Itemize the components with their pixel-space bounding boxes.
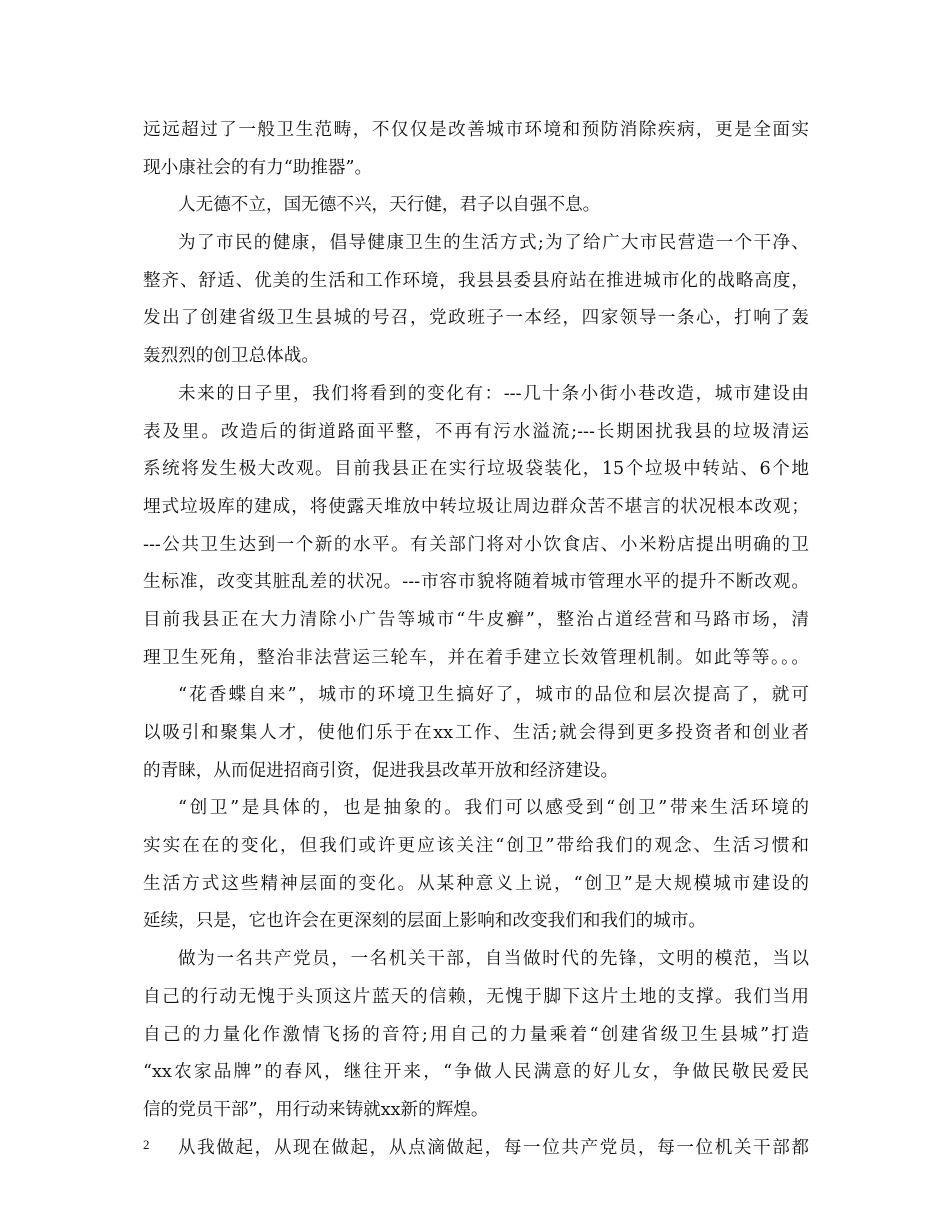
text-line: 生标准，改变其脏乱差的状况。---市容市貌将随着城市管理水平的提升不断改观。 [143,572,809,593]
text-line: 的青睐，从而促进招商引资，促进我县改革开放和经济建设。 [143,760,619,781]
text-line: 轰烈烈的创卫总体战。 [143,346,319,367]
text-line: 整齐、舒适、优美的生活和工作环境，我县县委县府站在推进城市化的战略高度， [143,270,809,291]
page-number: 2 [143,1137,150,1152]
text-line: 远远超过了一般卫生范畴，不仅仅是改善城市环境和预防消除疾病，更是全面实 [143,120,809,140]
text-line: ---公共卫生达到一个新的水平。有关部门将对小饮食店、小米粉店提出明确的卫 [143,534,809,555]
text-line: 自己的力量化作激情飞扬的音符;用自己的力量乘着“创建省级卫生县城”打造 [143,1024,809,1045]
text-line: 发出了创建省级卫生县城的号召，党政班子一本经，四家领导一条心，打响了轰 [143,308,809,329]
text-line: 自己的行动无愧于头顶这片蓝天的信赖，无愧于脚下这片土地的支撑。我们当用 [143,986,809,1007]
text-line: 实实在在的变化，但我们或许更应该关注“创卫”带给我们的观念、生活习惯和 [143,836,809,857]
text-line: 埋式垃圾库的建成，将使露天堆放中转垃圾让周边群众苦不堪言的状况根本改观； [143,496,809,517]
text-line: 系统将发生极大改观。目前我县正在实行垃圾袋装化，15个垃圾中转站、6个地 [143,459,809,480]
text-line: 做为一名共产党员，一名机关干部，自当做时代的先锋，文明的模范，当以 [178,949,809,970]
text-line: “花香蝶自来”，城市的环境卫生搞好了，城市的品位和层次提高了，就可 [178,685,809,706]
text-line: 人无德不立，国无德不兴，天行健，君子以自强不息。 [178,195,601,216]
text-line: 生活方式这些精神层面的变化。从某种意义上说，“创卫”是大规模城市建设的 [143,873,809,894]
text-line: 目前我县正在大力清除小广告等城市“牛皮癣”，整治占道经营和马路市场，清 [143,609,809,630]
text-line: 延续，只是，它也许会在更深刻的层面上影响和改变我们和我们的城市。 [143,911,707,932]
text-line: 以吸引和聚集人才，使他们乐于在xx工作、生活;就会得到更多投资者和创业者 [143,723,809,743]
text-line: “创卫”是具体的，也是抽象的。我们可以感受到“创卫”带来生活环境的 [178,798,809,819]
text-line: 为了市民的健康，倡导健康卫生的生活方式;为了给广大市民营造一个干净、 [178,233,809,254]
document-page [143,112,809,1167]
text-line: 现小康社会的有力“助推器”。 [143,157,373,178]
text-line: 未来的日子里，我们将看到的变化有：---几十条小街小巷改造，城市建设由 [178,383,809,404]
text-line: “xx农家品牌”的春风，继往开来，“争做人民满意的好儿女，争做民敬民爱民 [143,1062,809,1083]
text-line: 表及里。改造后的街道路面平整，不再有污水溢流;---长期困扰我县的垃圾清运 [143,421,809,442]
text-line: 从我做起，从现在做起，从点滴做起，每一位共产党员，每一位机关干部都 [178,1137,809,1158]
text-line: 信的党员干部”，用行动来铸就xx新的辉煌。 [143,1099,489,1120]
text-line: 理卫生死角，整治非法营运三轮车，并在着手建立长效管理机制。如此等等。。。 [143,647,809,668]
